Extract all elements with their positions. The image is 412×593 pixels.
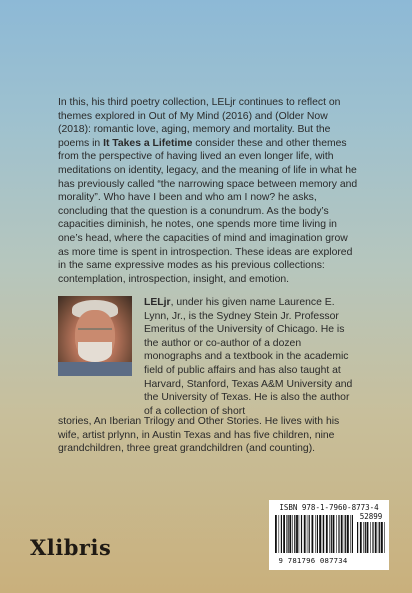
blurb-text-1: In this, his third poetry collection, LELjr continues to reflect on themes explored in Out of My Mind (2016) and (Older Now (2018): romantic love, aging, memory and mortality. But the poems in xyxy=(58,97,341,149)
ean-number: 9 781796 087734 xyxy=(278,556,348,565)
author-name: LELjr xyxy=(144,297,171,308)
book-title: It Takes a Lifetime xyxy=(103,137,193,149)
barcode-addon-bars xyxy=(357,522,385,553)
author-photo xyxy=(58,296,132,376)
author-bio xyxy=(144,296,358,418)
publisher-logo: Xlibris xyxy=(30,535,112,560)
author-bio-text: , under his given name Laurence E. Lynn, Jr., is the Sydney Stein Jr. Professor Emeritus of the University of Chicago. He is the author or co-author of a dozen monographs and a textbook in the academic field of public affairs and has also taught at Harvard, Stanford, Texas A&M University and the University of Texas. He is also the author of a collection of short xyxy=(144,297,353,417)
price-code: 52899 xyxy=(359,512,383,521)
author-bio-continued: stories, An Iberian Trilogy and Other Stories. He lives with his wife, artist prlynn, in Austin Texas and has five children, nine grandchildren, three great grandchildren (and counting). xyxy=(58,416,340,455)
blurb-text-2: consider these and other themes from the perspective of having lived an even longer life, with meditations on identity, legacy, and the meaning of life in what he has previously called “the narrowing space between memory and morality”. Who have I been and who am I now? he asks, concluding that the question is a conundrum. As the body’s capacities diminish, he notes, one spends more time living in one’s head, where the capacities of mind and imagination grow as more time is spent in introspection. These ideas are explored in the same expressive modes as his previous collections: contemplation, introspection, insight, and emotion. xyxy=(58,137,358,285)
back-cover-blurb xyxy=(58,96,358,286)
isbn-text: ISBN 978-1-7960-8773-4 xyxy=(279,503,379,512)
barcode-bars xyxy=(275,515,353,553)
isbn-barcode xyxy=(269,500,389,570)
